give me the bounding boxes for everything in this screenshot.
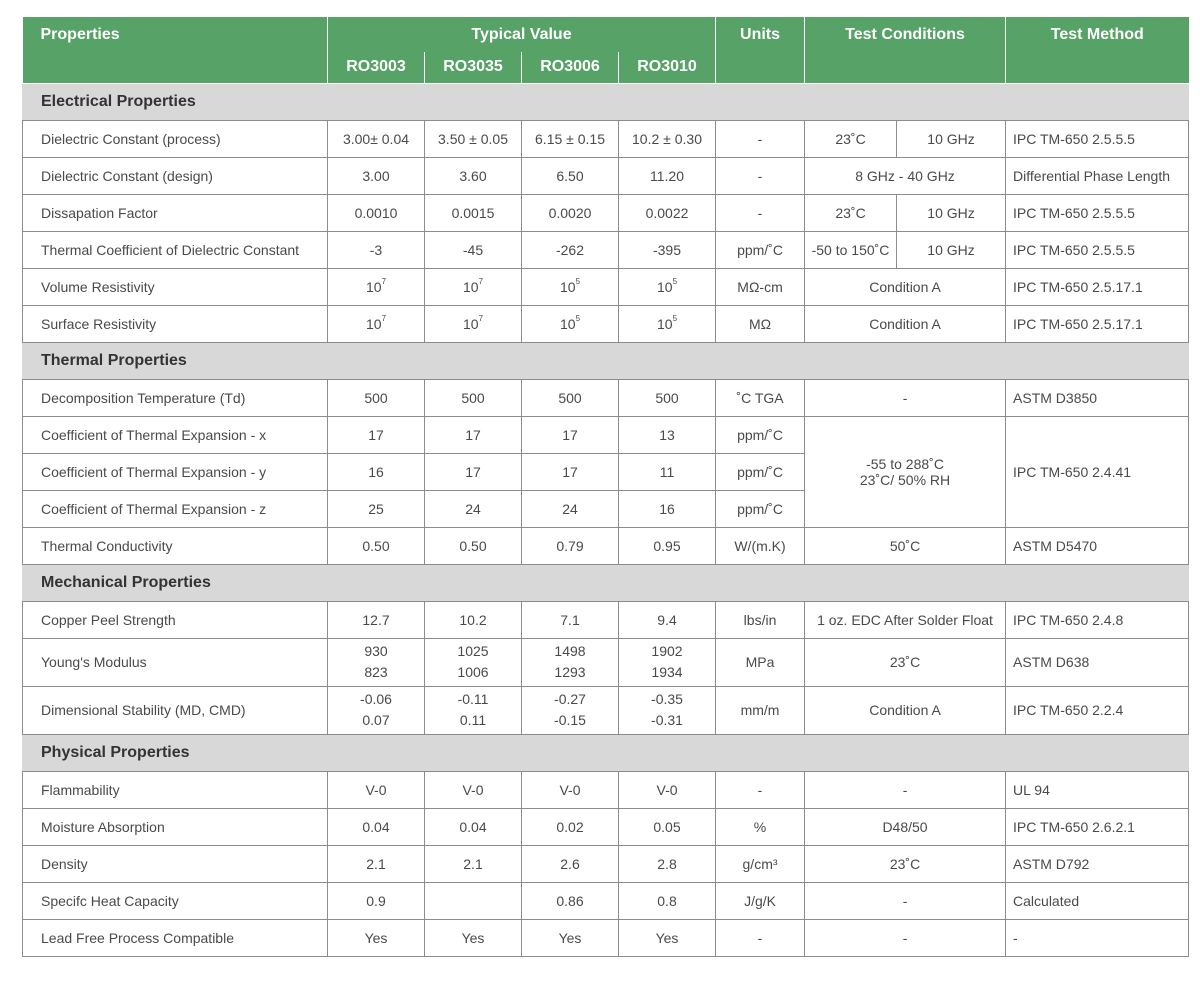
method-cell: IPC TM-650 2.5.17.1 (1006, 268, 1189, 305)
value-cell: -45 (425, 231, 522, 268)
condition-cell: 10 GHz (897, 231, 1006, 268)
table-row (23, 771, 1189, 808)
property-name: Thermal Coefficient of Dielectric Constant (23, 231, 328, 268)
value-base: 10 (462, 315, 479, 332)
property-name: Copper Peel Strength (23, 601, 328, 638)
unit-cell: MΩ-cm (716, 268, 805, 305)
unit-cell: ppm/˚C (716, 416, 805, 453)
value-base: 10 (365, 278, 382, 295)
value-cell: 9.4 (619, 601, 716, 638)
unit-cell: mm/m (716, 686, 805, 734)
value-cell: 500 (619, 379, 716, 416)
section-title: Electrical Properties (23, 83, 1189, 120)
value-base: 10 (365, 315, 382, 332)
unit-cell: - (716, 157, 805, 194)
value-exponent: 5 (575, 313, 581, 323)
section-title: Thermal Properties (23, 342, 1189, 379)
property-name: Surface Resistivity (23, 305, 328, 342)
value-base: 10 (462, 278, 479, 295)
value-cell: 11 (619, 453, 716, 490)
value-cell: 13 (619, 416, 716, 453)
value-cell (619, 638, 716, 686)
condition-cell: Condition A (805, 686, 1006, 734)
value-cell: 0.95 (619, 527, 716, 564)
value-cell: 3.60 (425, 157, 522, 194)
condition-cell: - (805, 919, 1006, 956)
value-cell: 16 (328, 453, 425, 490)
value-cell: 0.9 (328, 882, 425, 919)
value-cell: -3 (328, 231, 425, 268)
condition-cell: 10 GHz (897, 194, 1006, 231)
value-line: -0.11 (457, 691, 489, 707)
unit-cell: ppm/˚C (716, 231, 805, 268)
table-row (23, 231, 1189, 268)
unit-cell: - (716, 120, 805, 157)
method-cell: IPC TM-650 2.5.5.5 (1006, 231, 1189, 268)
value-cell: 0.50 (425, 527, 522, 564)
value-cell: 24 (522, 490, 619, 527)
method-cell: IPC TM-650 2.6.2.1 (1006, 808, 1189, 845)
value-exponent: 5 (672, 313, 678, 323)
value-exponent: 7 (381, 276, 387, 286)
property-name: Young's Modulus (23, 638, 328, 686)
value-cell: 17 (328, 416, 425, 453)
value-line: 823 (364, 664, 388, 680)
section-row-mechanical (23, 564, 1189, 601)
value-cell: 0.0020 (522, 194, 619, 231)
property-name: Flammability (23, 771, 328, 808)
table-row (23, 268, 1189, 305)
value-cell: 12.7 (328, 601, 425, 638)
value-cell: 17 (522, 453, 619, 490)
value-cell: 10.2 ± 0.30 (619, 120, 716, 157)
value-cell (328, 686, 425, 734)
condition-cell: 23˚C (805, 194, 897, 231)
value-cell: Yes (522, 919, 619, 956)
property-name: Lead Free Process Compatible (23, 919, 328, 956)
value-line: 1498 (554, 643, 586, 659)
value-cell: V-0 (425, 771, 522, 808)
unit-cell: - (716, 919, 805, 956)
value-cell: 0.50 (328, 527, 425, 564)
value-line: 930 (364, 643, 388, 659)
value-line: -0.27 (554, 691, 586, 707)
table-row (23, 416, 1189, 453)
unit-cell: ppm/˚C (716, 490, 805, 527)
table-row (23, 808, 1189, 845)
table-row (23, 601, 1189, 638)
value-base: 10 (656, 278, 673, 295)
value-cell (328, 268, 425, 305)
property-name: Dissapation Factor (23, 194, 328, 231)
condition-cell: 8 GHz - 40 GHz (805, 157, 1006, 194)
value-cell (425, 638, 522, 686)
value-cell: 0.0022 (619, 194, 716, 231)
value-cell: Yes (619, 919, 716, 956)
header-typical-value: Typical Value (328, 17, 716, 52)
value-cell (328, 305, 425, 342)
header-test-method: Test Method (1006, 17, 1189, 83)
method-cell: - (1006, 919, 1189, 956)
condition-cell: 1 oz. EDC After Solder Float (805, 601, 1006, 638)
unit-cell: MPa (716, 638, 805, 686)
value-cell: Yes (328, 919, 425, 956)
table-row (23, 638, 1189, 686)
value-cell: 24 (425, 490, 522, 527)
method-cell: IPC TM-650 2.5.5.5 (1006, 120, 1189, 157)
method-cell: ASTM D638 (1006, 638, 1189, 686)
unit-cell: lbs/in (716, 601, 805, 638)
value-cell: V-0 (619, 771, 716, 808)
value-cell: 2.6 (522, 845, 619, 882)
property-name: Decomposition Temperature (Td) (23, 379, 328, 416)
condition-cell: Condition A (805, 305, 1006, 342)
section-title: Physical Properties (23, 734, 1189, 771)
property-name: Coefficient of Thermal Expansion - x (23, 416, 328, 453)
section-row-electrical (23, 83, 1189, 120)
unit-cell: g/cm³ (716, 845, 805, 882)
value-cell (522, 686, 619, 734)
value-line: 1025 (457, 643, 489, 659)
datasheet-table-wrap (22, 17, 1189, 957)
condition-cell: 23˚C (805, 638, 1006, 686)
condition-cell: 23˚C (805, 845, 1006, 882)
value-cell: 0.04 (328, 808, 425, 845)
unit-cell: J/g/K (716, 882, 805, 919)
value-line: 0.11 (459, 712, 487, 728)
value-exponent: 7 (478, 313, 484, 323)
value-line: -0.31 (651, 712, 683, 728)
value-base: 10 (656, 315, 673, 332)
value-cell: 500 (328, 379, 425, 416)
method-cell: IPC TM-650 2.4.8 (1006, 601, 1189, 638)
value-cell (522, 305, 619, 342)
section-title: Mechanical Properties (23, 564, 1189, 601)
value-cell (425, 305, 522, 342)
value-line: -0.06 (360, 691, 392, 707)
header-units: Units (716, 17, 805, 83)
value-cell: Yes (425, 919, 522, 956)
value-cell: 2.1 (425, 845, 522, 882)
value-cell: 0.0015 (425, 194, 522, 231)
property-name: Specifc Heat Capacity (23, 882, 328, 919)
header-grade: RO3035 (425, 52, 522, 83)
value-line: 1934 (651, 664, 683, 680)
header-grade: RO3003 (328, 52, 425, 83)
value-line: -0.35 (651, 691, 683, 707)
value-line: -0.15 (554, 712, 586, 728)
value-line: 0.07 (362, 712, 390, 728)
value-cell: 0.05 (619, 808, 716, 845)
header-properties: Properties (23, 17, 328, 83)
condition-cell: 23˚C (805, 120, 897, 157)
table-row (23, 157, 1189, 194)
header-grade: RO3010 (619, 52, 716, 83)
value-cell: 2.1 (328, 845, 425, 882)
value-cell (425, 882, 522, 919)
table-row (23, 120, 1189, 157)
condition-line: 23˚C/ 50% RH (859, 471, 951, 488)
value-cell: 0.04 (425, 808, 522, 845)
property-name: Moisture Absorption (23, 808, 328, 845)
value-cell (619, 305, 716, 342)
header-test-conditions: Test Conditions (805, 17, 1006, 83)
table-row (23, 686, 1189, 734)
value-cell: 3.00± 0.04 (328, 120, 425, 157)
value-cell: V-0 (522, 771, 619, 808)
value-cell (425, 686, 522, 734)
section-row-thermal (23, 342, 1189, 379)
value-cell: 0.79 (522, 527, 619, 564)
value-cell (425, 268, 522, 305)
unit-cell: W/(m.K) (716, 527, 805, 564)
value-cell: V-0 (328, 771, 425, 808)
section-row-physical (23, 734, 1189, 771)
value-cell: 11.20 (619, 157, 716, 194)
property-name: Thermal Conductivity (23, 527, 328, 564)
value-base: 10 (559, 278, 576, 295)
unit-cell: % (716, 808, 805, 845)
value-exponent: 7 (381, 313, 387, 323)
value-cell: -262 (522, 231, 619, 268)
condition-cell (805, 416, 1006, 527)
table-row (23, 527, 1189, 564)
method-cell: IPC TM-650 2.5.17.1 (1006, 305, 1189, 342)
table-row (23, 919, 1189, 956)
property-name: Coefficient of Thermal Expansion - z (23, 490, 328, 527)
value-cell: 3.50 ± 0.05 (425, 120, 522, 157)
value-cell: 0.86 (522, 882, 619, 919)
method-cell: IPC TM-650 2.5.5.5 (1006, 194, 1189, 231)
condition-cell: - (805, 882, 1006, 919)
table-row (23, 194, 1189, 231)
condition-cell: - (805, 379, 1006, 416)
table-row (23, 305, 1189, 342)
condition-cell: - (805, 771, 1006, 808)
value-exponent: 7 (478, 276, 484, 286)
method-cell: UL 94 (1006, 771, 1189, 808)
unit-cell: - (716, 194, 805, 231)
table-row (23, 845, 1189, 882)
value-cell: 16 (619, 490, 716, 527)
property-name: Density (23, 845, 328, 882)
condition-line: -55 to 288˚C (866, 455, 944, 472)
property-name: Dielectric Constant (process) (23, 120, 328, 157)
property-name: Volume Resistivity (23, 268, 328, 305)
method-cell: Differential Phase Length (1006, 157, 1189, 194)
header-grade: RO3006 (522, 52, 619, 83)
value-cell: 500 (425, 379, 522, 416)
unit-cell: ppm/˚C (716, 453, 805, 490)
value-cell (328, 638, 425, 686)
method-cell: ASTM D792 (1006, 845, 1189, 882)
table-row (23, 379, 1189, 416)
value-exponent: 5 (672, 276, 678, 286)
condition-cell: Condition A (805, 268, 1006, 305)
value-cell (619, 686, 716, 734)
method-cell: ASTM D3850 (1006, 379, 1189, 416)
unit-cell: MΩ (716, 305, 805, 342)
value-cell (522, 268, 619, 305)
value-cell: 6.15 ± 0.15 (522, 120, 619, 157)
value-line: 1902 (651, 643, 683, 659)
value-cell: 6.50 (522, 157, 619, 194)
value-cell: 17 (522, 416, 619, 453)
table-header (23, 17, 1189, 83)
value-cell: 25 (328, 490, 425, 527)
value-line: 1006 (457, 664, 489, 680)
value-line: 1293 (554, 664, 586, 680)
condition-cell: D48/50 (805, 808, 1006, 845)
method-cell: Calculated (1006, 882, 1189, 919)
value-base: 10 (559, 315, 576, 332)
property-name: Dielectric Constant (design) (23, 157, 328, 194)
value-cell: 0.0010 (328, 194, 425, 231)
value-cell: 2.8 (619, 845, 716, 882)
value-cell: 0.8 (619, 882, 716, 919)
unit-cell: - (716, 771, 805, 808)
value-cell: 0.02 (522, 808, 619, 845)
value-cell (522, 638, 619, 686)
value-cell: 10.2 (425, 601, 522, 638)
value-cell: 17 (425, 453, 522, 490)
value-exponent: 5 (575, 276, 581, 286)
properties-table (22, 17, 1189, 957)
value-cell: 7.1 (522, 601, 619, 638)
unit-cell: ˚C TGA (716, 379, 805, 416)
condition-cell: 50˚C (805, 527, 1006, 564)
condition-cell: -50 to 150˚C (805, 231, 897, 268)
value-cell (619, 268, 716, 305)
condition-cell: 10 GHz (897, 120, 1006, 157)
value-cell: -395 (619, 231, 716, 268)
property-name: Dimensional Stability (MD, CMD) (23, 686, 328, 734)
value-cell: 3.00 (328, 157, 425, 194)
value-cell: 500 (522, 379, 619, 416)
property-name: Coefficient of Thermal Expansion - y (23, 453, 328, 490)
method-cell: ASTM D5470 (1006, 527, 1189, 564)
table-row (23, 882, 1189, 919)
method-cell: IPC TM-650 2.2.4 (1006, 686, 1189, 734)
value-cell: 17 (425, 416, 522, 453)
method-cell: IPC TM-650 2.4.41 (1006, 416, 1189, 527)
